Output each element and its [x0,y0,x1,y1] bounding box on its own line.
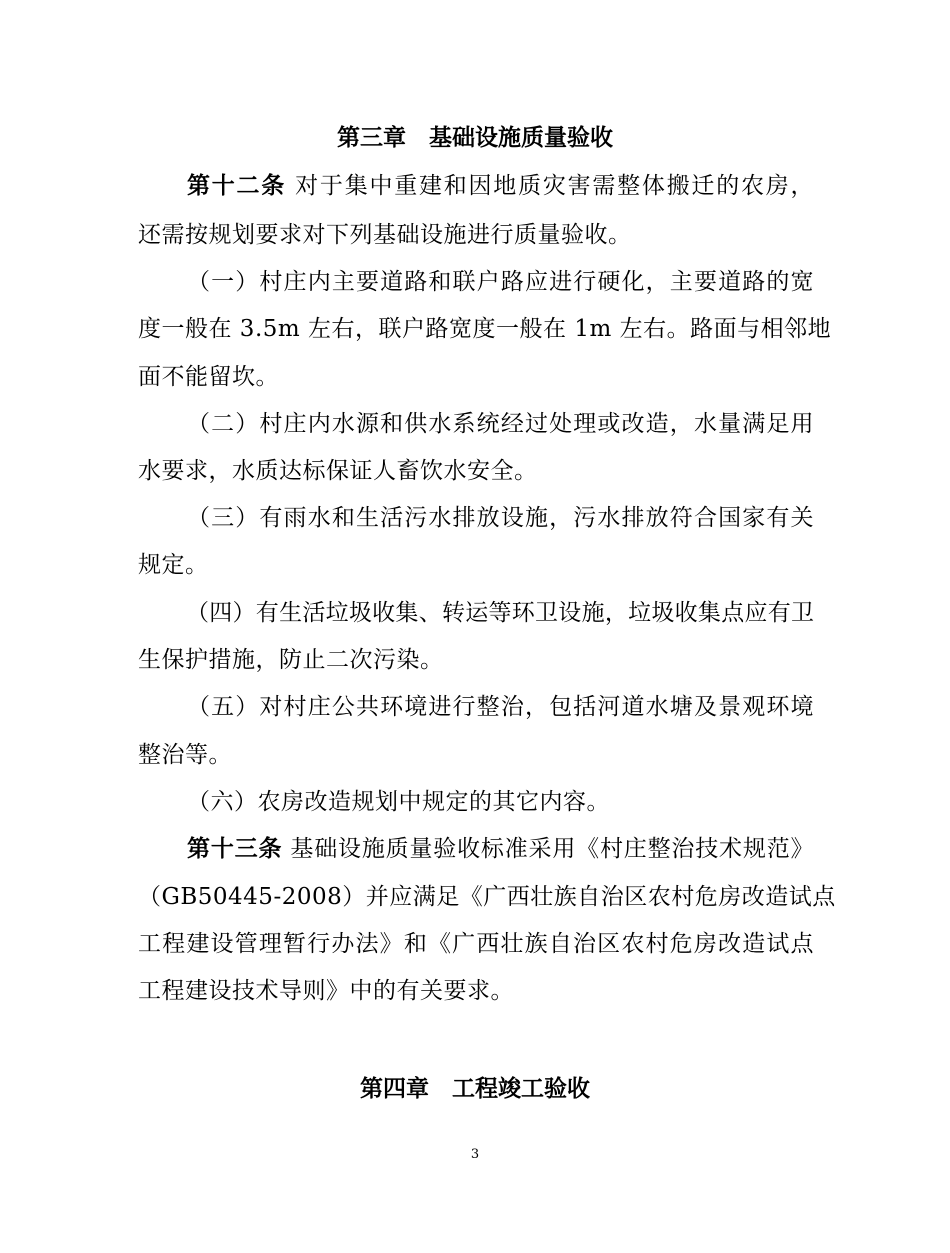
article-13-line-2: （GB50445-2008）并应满足《广西壮族自治区农村危房改造试点 [138,884,836,910]
item-2-line-1: （二）村庄内水源和供水系统经过处理或改造，水量满足用 [187,411,814,437]
item-5-line-1: （五）对村庄公共环境进行整治，包括河道水塘及景观环境 [187,694,814,720]
article-13-line-4: 工程建设技术导则》中的有关要求。 [138,978,514,1004]
item-4-line-2: 生保护措施，防止二次污染。 [138,647,444,673]
item-6-line-1: （六）农房改造规划中规定的其它内容。 [187,789,610,815]
article-12-text-1: 对于集中重建和因地质灾害需整体搬迁的农房， [286,173,815,199]
item-1-line-3: 面不能留坎。 [138,364,279,390]
item-2-line-2: 水要求，水质达标保证人畜饮水安全。 [138,458,538,484]
item-3-line-2: 规定。 [138,552,209,578]
article-13-label: 第十三条 [187,835,283,862]
item-4-line-1: （四）有生活垃圾收集、转运等环卫设施，垃圾收集点应有卫 [186,600,814,626]
item-5-line-2: 整治等。 [138,742,232,768]
page-number: 3 [470,1147,480,1162]
chapter-3-title: 第三章 基础设施质量验收 [337,124,613,151]
item-3-line-1: （三）有雨水和生活污水排放设施，污水排放符合国家有关 [187,505,814,531]
item-1-line-1: （一）村庄内主要道路和联户路应进行硬化，主要道路的宽 [187,269,814,295]
article-13-line-1 [187,834,814,864]
chapter-4-title: 第四章 工程竣工验收 [360,1075,590,1102]
article-13-text-1: 基础设施质量验收标准采用《村庄整治技术规范》 [282,836,815,862]
article-12-line-2: 还需按规划要求对下列基础设施进行质量验收。 [138,222,632,248]
item-1-line-2: 度一般在 3.5m 左右，联户路宽度一般在 1m 左右。路面与相邻地 [138,316,832,342]
article-12-label: 第十二条 [187,172,287,199]
article-13-line-3: 工程建设管理暂行办法》和《广西壮族自治区农村危房改造试点 [138,931,814,957]
article-12-line-1 [187,171,814,201]
